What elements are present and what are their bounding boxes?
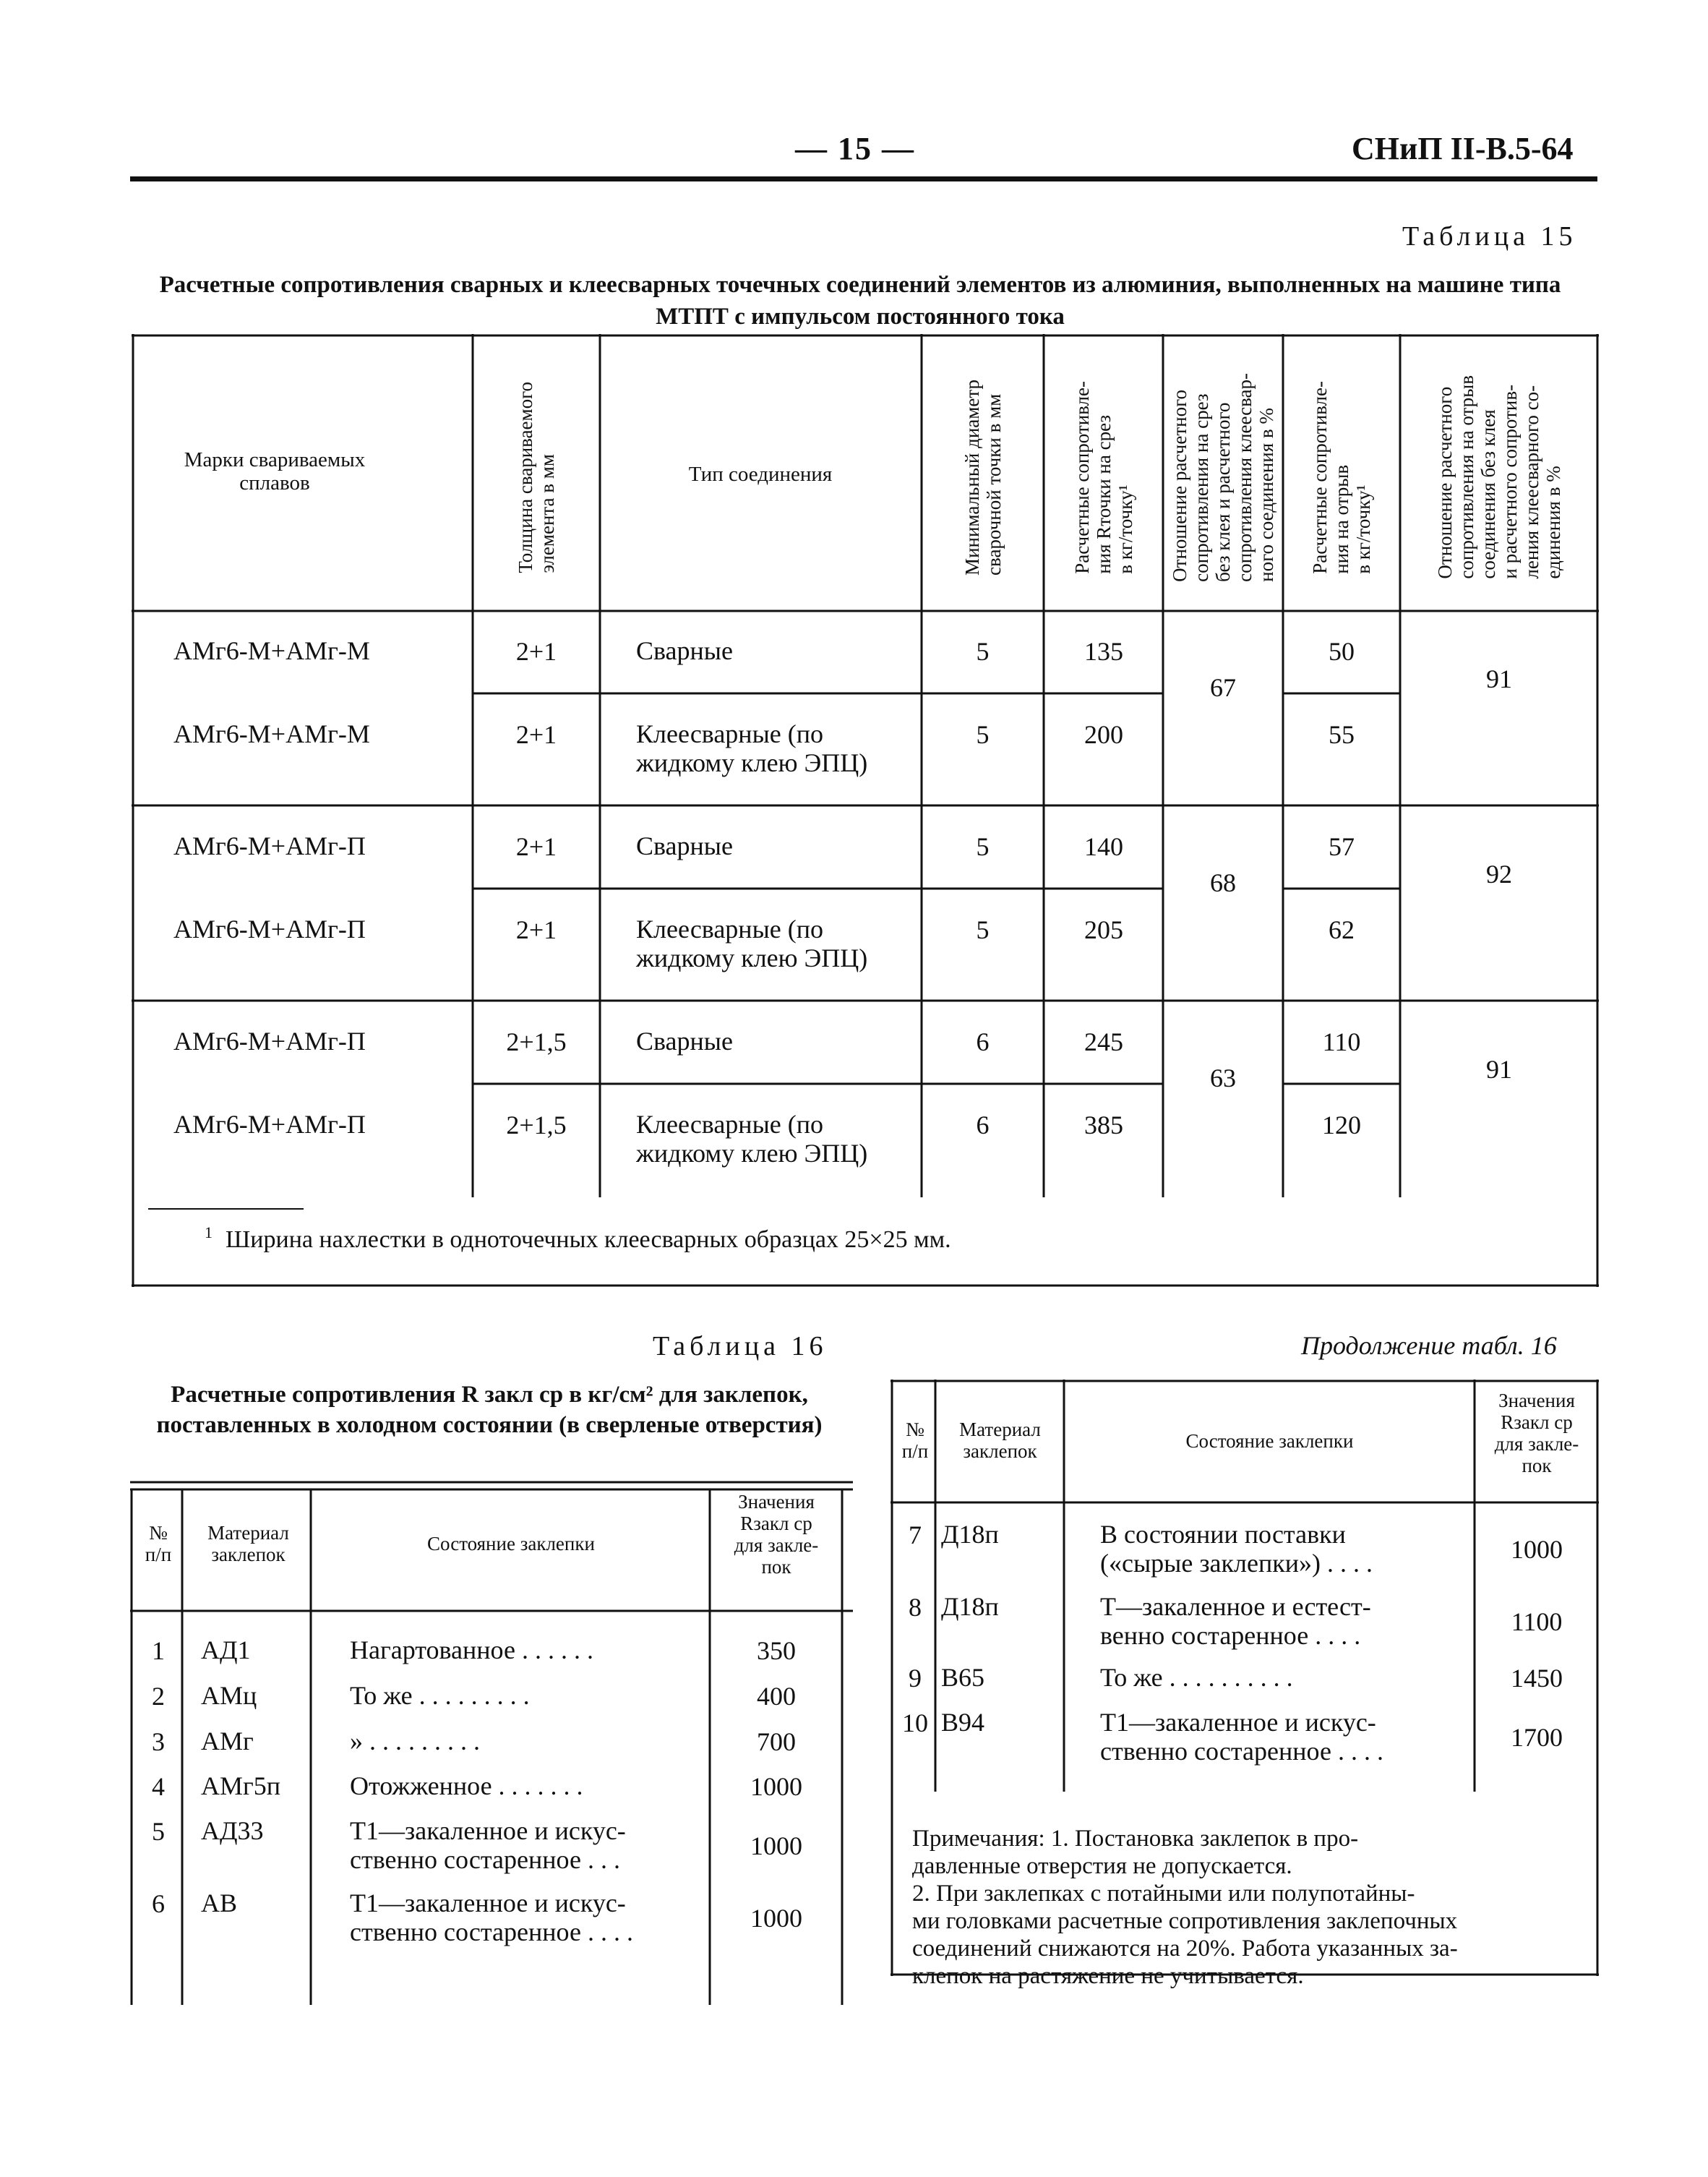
t16-cell-value: 1000 [750, 1772, 802, 1801]
document-code: СНиП II-В.5-64 [1352, 131, 1574, 166]
t16-cell-state: Т—закаленное и естест- венно состаренное . . . . [1100, 1592, 1371, 1650]
t16-cell-material: АВ [201, 1889, 238, 1917]
t16-cell-value: 1450 [1511, 1664, 1563, 1693]
table16-notes: Примечания: 1. Постановка заклепок в про- давленные отверстия не допускается. 2. При заклепках с потайными или полупотайны- ми головками расчетные сопротивления заклепочных соединений снижаются на 20%. Работа указанных за- клепок на растяжение не учитывается. [912, 1826, 1458, 1989]
table16-title-text: Расчетные сопротивления R закл ср в кг/см² для заклепок, поставленных в холодном состоянии (в сверленые отверстия) [156, 1382, 823, 1438]
t16-cell-no: 7 [909, 1521, 922, 1549]
t15-cell-shear: 200 [1084, 720, 1123, 749]
t15-group-tear-ratio: 91 [1486, 1055, 1512, 1084]
t15-group-tear-ratio: 91 [1486, 664, 1512, 693]
t16-cell-no: 6 [152, 1889, 165, 1918]
t15-cell-diameter: 5 [976, 832, 990, 861]
page-number: — 15 — [795, 131, 915, 166]
t15-cell-thickness: 2+1 [515, 720, 557, 749]
t16-right-header-material: Материал заклепок [959, 1419, 1041, 1462]
t16-cell-material: АД33 [201, 1816, 264, 1845]
t16-cell-value: 1000 [1511, 1535, 1563, 1564]
t16-cell-value: 700 [757, 1727, 796, 1756]
t16-cell-value: 1000 [750, 1904, 802, 1933]
t16-cell-no: 8 [909, 1593, 922, 1622]
t15-cell-tear: 110 [1322, 1027, 1361, 1056]
header-rule [130, 176, 1597, 181]
t15-cell-alloys: АМг6-М+АМг-П [173, 915, 366, 944]
table15-label: Таблица 15 [1402, 221, 1577, 252]
t15-cell-diameter: 5 [976, 637, 990, 666]
t15-header-diameter: Минимальный диаметр сварочной точки в мм [961, 379, 1005, 576]
t16-cell-material: АМц [201, 1681, 257, 1710]
t15-group-shear-ratio: 63 [1210, 1064, 1236, 1092]
t15-cell-diameter: 5 [976, 720, 990, 749]
t16-cell-value: 1100 [1511, 1607, 1563, 1636]
t15-cell-diameter: 6 [976, 1027, 990, 1056]
t16-cell-no: 4 [152, 1772, 165, 1801]
t15-header-alloys: Марки свариваемых сплавов [184, 448, 366, 495]
t16-cell-state: » . . . . . . . . . [350, 1727, 480, 1755]
table16-continuation-label: Продолжение табл. 16 [1301, 1331, 1557, 1360]
t15-cell-type: Клеесварные (по жидкому клею ЭПЦ) [636, 719, 868, 777]
t16-cell-state: То же . . . . . . . . . [350, 1681, 530, 1710]
t16-cell-state: Отожженное . . . . . . . [350, 1771, 583, 1800]
t16-cell-no: 10 [902, 1708, 928, 1737]
t15-header-shear: Расчетные сопротивле- ния Rточки на срез в кг/точку¹ [1071, 380, 1136, 574]
t16-cell-material: АД1 [201, 1635, 251, 1664]
t16-cell-state: В состоянии поставки («сырые заклепки») . . . . [1100, 1520, 1373, 1578]
t16-right-header-value: Значения Rзакл ср для закле- пок [1494, 1390, 1579, 1476]
t16-right-header-state: Состояние заклепки [1185, 1430, 1354, 1452]
t15-cell-shear: 385 [1084, 1111, 1123, 1139]
t15-cell-shear: 140 [1084, 832, 1123, 861]
t15-header-shear-ratio: Отношение расчетного сопротивления на срез без клея и расчетного сопротивления клеесвар- ного соединения в % [1169, 372, 1277, 582]
t15-cell-alloys: АМг6-М+АМг-М [173, 636, 370, 665]
t15-cell-type: Сварные [636, 1027, 733, 1056]
t16-cell-value: 400 [757, 1682, 796, 1711]
t15-cell-alloys: АМг6-М+АМг-П [173, 1110, 366, 1139]
t15-cell-tear: 50 [1329, 637, 1355, 666]
t15-group-tear-ratio: 92 [1486, 860, 1512, 889]
t16-left-header-value: Значения Rзакл ср для закле- пок [734, 1491, 819, 1578]
t15-cell-alloys: АМг6-М+АМг-М [173, 719, 370, 748]
t15-cell-thickness: 2+1 [515, 832, 557, 861]
t15-header-thickness: Толщина свариваемого элемента в мм [515, 381, 558, 573]
table15-title: Расчетные сопротивления сварных и клеесварных точечных соединений элементов из алюминия, выполненных на машине типа МТПТ с импульсом постоянного тока [159, 272, 1561, 330]
t15-cell-shear: 245 [1084, 1027, 1123, 1056]
t15-cell-shear: 205 [1084, 915, 1123, 944]
t15-cell-tear: 120 [1322, 1111, 1361, 1139]
t16-cell-value: 1000 [750, 1831, 802, 1860]
t16-cell-state: Т1—закаленное и искус- ственно состаренное . . . [350, 1816, 626, 1874]
t15-cell-type: Клеесварные (по жидкому клею ЭПЦ) [636, 915, 868, 972]
table15-footnote: Ширина нахлестки в одноточечных клеесварных образцах 25×25 мм. [226, 1226, 951, 1253]
t16-left-header-no: № п/п [145, 1522, 172, 1565]
table16-label: Таблица 16 [653, 1331, 828, 1361]
t16-cell-no: 9 [909, 1664, 922, 1693]
t15-cell-tear: 62 [1329, 915, 1355, 944]
table16-title [132, 1380, 847, 1440]
t15-cell-type: Сварные [636, 831, 733, 860]
footnote-mark: 1 [205, 1223, 213, 1241]
t16-cell-material: В65 [941, 1663, 985, 1692]
t16-cell-material: В94 [941, 1708, 985, 1737]
t15-cell-thickness: 2+1 [515, 915, 557, 944]
t16-cell-material: АМг5п [201, 1771, 281, 1800]
t16-cell-no: 3 [152, 1727, 165, 1756]
t16-cell-value: 350 [757, 1636, 796, 1665]
t15-cell-thickness: 2+1,5 [506, 1027, 567, 1056]
t16-cell-state: Нагартованное . . . . . . [350, 1635, 593, 1664]
t16-cell-no: 5 [152, 1817, 165, 1846]
t15-cell-type: Сварные [636, 636, 733, 665]
t15-cell-alloys: АМг6-М+АМг-П [173, 1027, 366, 1056]
t15-group-shear-ratio: 67 [1210, 673, 1236, 702]
t15-cell-tear: 55 [1329, 720, 1355, 749]
t16-left-header-state: Состояние заклепки [427, 1533, 595, 1554]
t15-group-shear-ratio: 68 [1210, 868, 1236, 897]
t15-cell-diameter: 5 [976, 915, 990, 944]
t15-cell-alloys: АМг6-М+АМг-П [173, 831, 366, 860]
t16-right-header-no: № п/п [901, 1419, 929, 1462]
t16-left-header-material: Материал заклепок [207, 1522, 289, 1565]
t15-header-tear: Расчетные сопротивле- ния на отрыв в кг/точку¹ [1309, 380, 1374, 574]
t16-cell-material: Д18п [941, 1520, 999, 1549]
t16-cell-state: Т1—закаленное и искус- ственно состаренное . . . . [350, 1889, 633, 1946]
t16-cell-no: 1 [152, 1636, 165, 1665]
t16-cell-value: 1700 [1511, 1723, 1563, 1752]
t15-cell-thickness: 2+1,5 [506, 1111, 567, 1139]
t15-cell-thickness: 2+1 [515, 637, 557, 666]
t16-cell-state: То же . . . . . . . . . . [1100, 1663, 1293, 1692]
t15-cell-shear: 135 [1084, 637, 1123, 666]
t16-cell-state: Т1—закаленное и искус- ственно состаренное . . . . [1100, 1708, 1383, 1766]
t15-cell-tear: 57 [1329, 832, 1355, 861]
t16-cell-material: АМг [201, 1727, 254, 1755]
t16-cell-material: Д18п [941, 1592, 999, 1621]
t15-cell-diameter: 6 [976, 1111, 990, 1139]
t15-cell-type: Клеесварные (по жидкому клею ЭПЦ) [636, 1110, 868, 1168]
t15-header-type: Тип соединения [688, 463, 833, 486]
t15-header-tear-ratio: Отношение расчетного сопротивления на отрыв соединения без клея и расчетного сопротив- ления клеесварного со- единения в % [1434, 375, 1564, 579]
t16-cell-no: 2 [152, 1682, 165, 1711]
